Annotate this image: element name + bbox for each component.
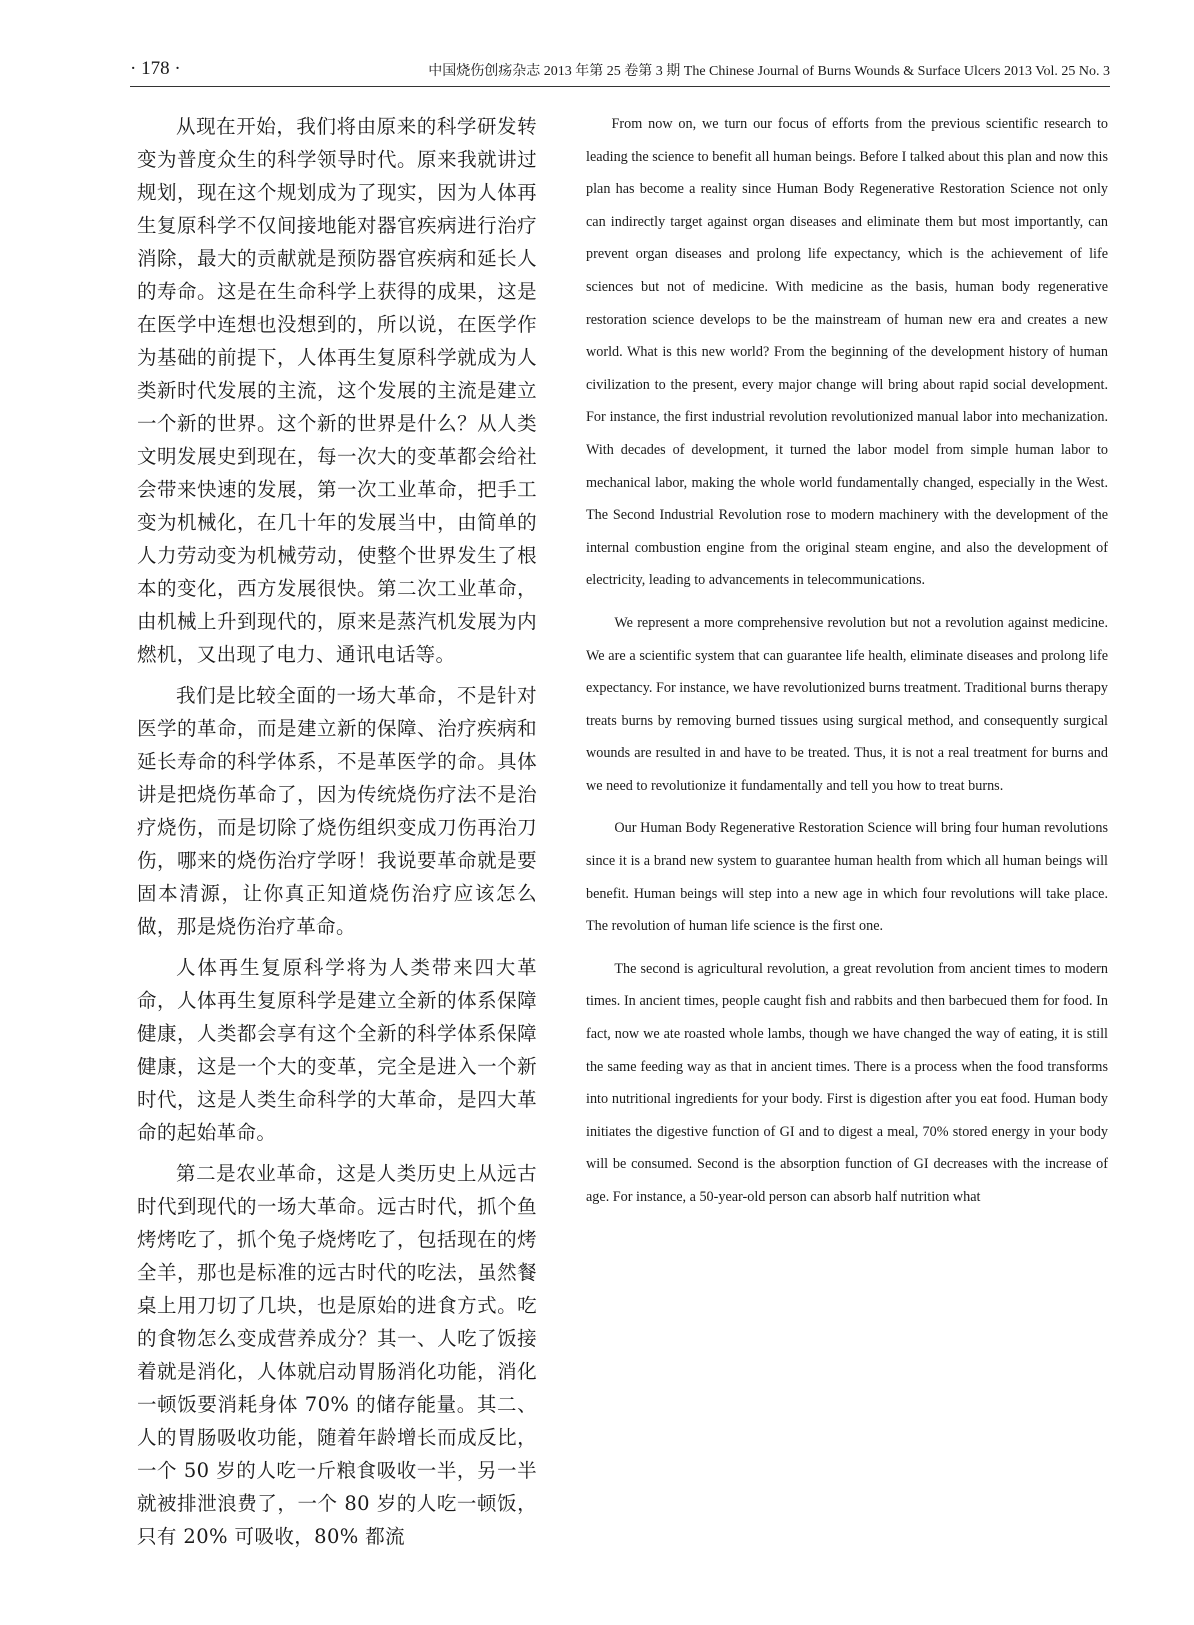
english-paragraph: Our Human Body Regenerative Restoration Science will bring four human revolutions since it is a brand new system to guarantee human health from which all human beings will benefit. Human beings will step into a new age in which four revolutions will take place. The revolution of human life science is the first one.: [586, 820, 1108, 935]
chinese-paragraph: 人体再生复原科学将为人类带来四大革命，人体再生复原科学是建立全新的体系保障健康，人类都会享有这个全新的科学体系保障健康，这是一个大的变革，完全是进入一个新时代，这是人类生命科学的大革命，是四大革命的起始革命。: [137, 956, 537, 1144]
chinese-paragraph: 从现在开始，我们将由原来的科学研发转变为普度众生的科学领导时代。原来我就讲过规划，现在这个规划成为了现实，因为人体再生复原科学不仅间接地能对器官疾病进行治疗消除，最大的贡献就是预防器官疾病和延长人的寿命。这是在生命科学上获得的成果，这是在医学中连想也没想到的，所以说，在医学作为基础的前提下，人体再生复原科学就成为人类新时代发展的主流，这个发展的主流是建立一个新的世界。这个新的世界是什么？从人类文明发展史到现在，每一次大的变革都会给社会带来快速的发展，第一次工业革命，把手工变为机械化，在几十年的发展当中，由简单的人力劳动变为机械劳动，使整个世界发生了根本的变化，西方发展很快。第二次工业革命，由机械上升到现代的，原来是蒸汽机发展为内燃机，又出现了电力、通讯电话等。: [137, 115, 537, 666]
page-number: · 178 ·: [130, 58, 181, 79]
running-header: [130, 58, 1110, 87]
chinese-column: [137, 110, 537, 1561]
chinese-paragraph: 第二是农业革命，这是人类历史上从远古时代到现代的一场大革命。远古时代，抓个鱼烤烤吃了，抓个兔子烧烤吃了，包括现在的烤全羊，那也是标准的远古时代的吃法，虽然餐桌上用刀切了几块，也是原始的进食方式。吃的食物怎么变成营养成分？其一、人吃了饭接着就是消化，人体就启动胃肠消化功能，消化一顿饭要消耗身体 70% 的储存能量。其二、人的胃肠吸收功能，随着年龄增长而成反比，一个 50 岁的人吃一斤粮食吸收一半，另一半就被排泄浪费了，一个 80 岁的人吃一顿饭，只有 20% 可吸收，80% 都流: [137, 1162, 537, 1548]
english-paragraph: From now on, we turn our focus of efforts from the previous scientific research to leading the science to benefit all human beings. Before I talked about this plan and now this plan has become a reality since Human Body Regenerative Restoration Science not only can indirectly target against organ diseases and eliminate them but most importantly, can prevent organ diseases and prolong life expectancy, which is the achievement of life sciences but not of medicine. With medicine as the basis, human body regenerative restoration science develops to be the mainstream of human new era and creates a new world. What is this new world? From the beginning of the development history of human civilization to the present, every major change will bring about rapid social development. For instance, the first industrial revolution revolutionized manual labor into mechanization. With decades of development, it turned the labor model from simple human labor to mechanical labor, making the whole world fundamentally changed, especially in the West. The Second Industrial Revolution rose to modern machinery with the development of the internal combustion engine from the original steam engine, and also the development of electricity, leading to advancements in telecommunications.: [586, 116, 1108, 589]
english-paragraph: The second is agricultural revolution, a great revolution from ancient times to modern times. In ancient times, people caught fish and rabbits and then barbecued them for food. In fact, now we ate roasted whole lambs, though we have changed the way of eating, it is still the same feeding way as that in ancient times. There is a process when the food transforms into nutritional ingredients for your body. First is digestion after you eat food. Human body initiates the digestive function of GI and to digest a meal, 70% stored energy in your body will be consumed. Second is the absorption function of GI decreases with the increase of age. For instance, a 50-year-old person can absorb half nutrition what: [586, 960, 1108, 1205]
english-column: [586, 108, 1108, 1224]
journal-citation: 中国烧伤创疡杂志 2013 年第 25 卷第 3 期 The Chinese Journal of Burns Wounds & Surface Ulcers 2013 Vol. 25 No. 3: [428, 64, 1110, 79]
english-paragraph: We represent a more comprehensive revolution but not a revolution against medicine. We are a scientific system that can guarantee life health, eliminate diseases and prolong life expectancy. For instance, we have revolutionized burns treatment. Traditional burns therapy treats burns by removing burned tissues using surgical method, and consequently surgical wounds are resulted in and have to be treated. Thus, it is not a real treatment for burns and we need to revolutionize it fundamentally and tell you how to treat burns.: [586, 614, 1108, 794]
chinese-paragraph: 我们是比较全面的一场大革命，不是针对医学的革命，而是建立新的保障、治疗疾病和延长寿命的科学体系，不是革医学的命。具体讲是把烧伤革命了，因为传统烧伤疗法不是治疗烧伤，而是切除了烧伤组织变成刀伤再治刀伤，哪来的烧伤治疗学呀！我说要革命就是要固本清源，让你真正知道烧伤治疗应该怎么做，那是烧伤治疗革命。: [137, 684, 537, 938]
